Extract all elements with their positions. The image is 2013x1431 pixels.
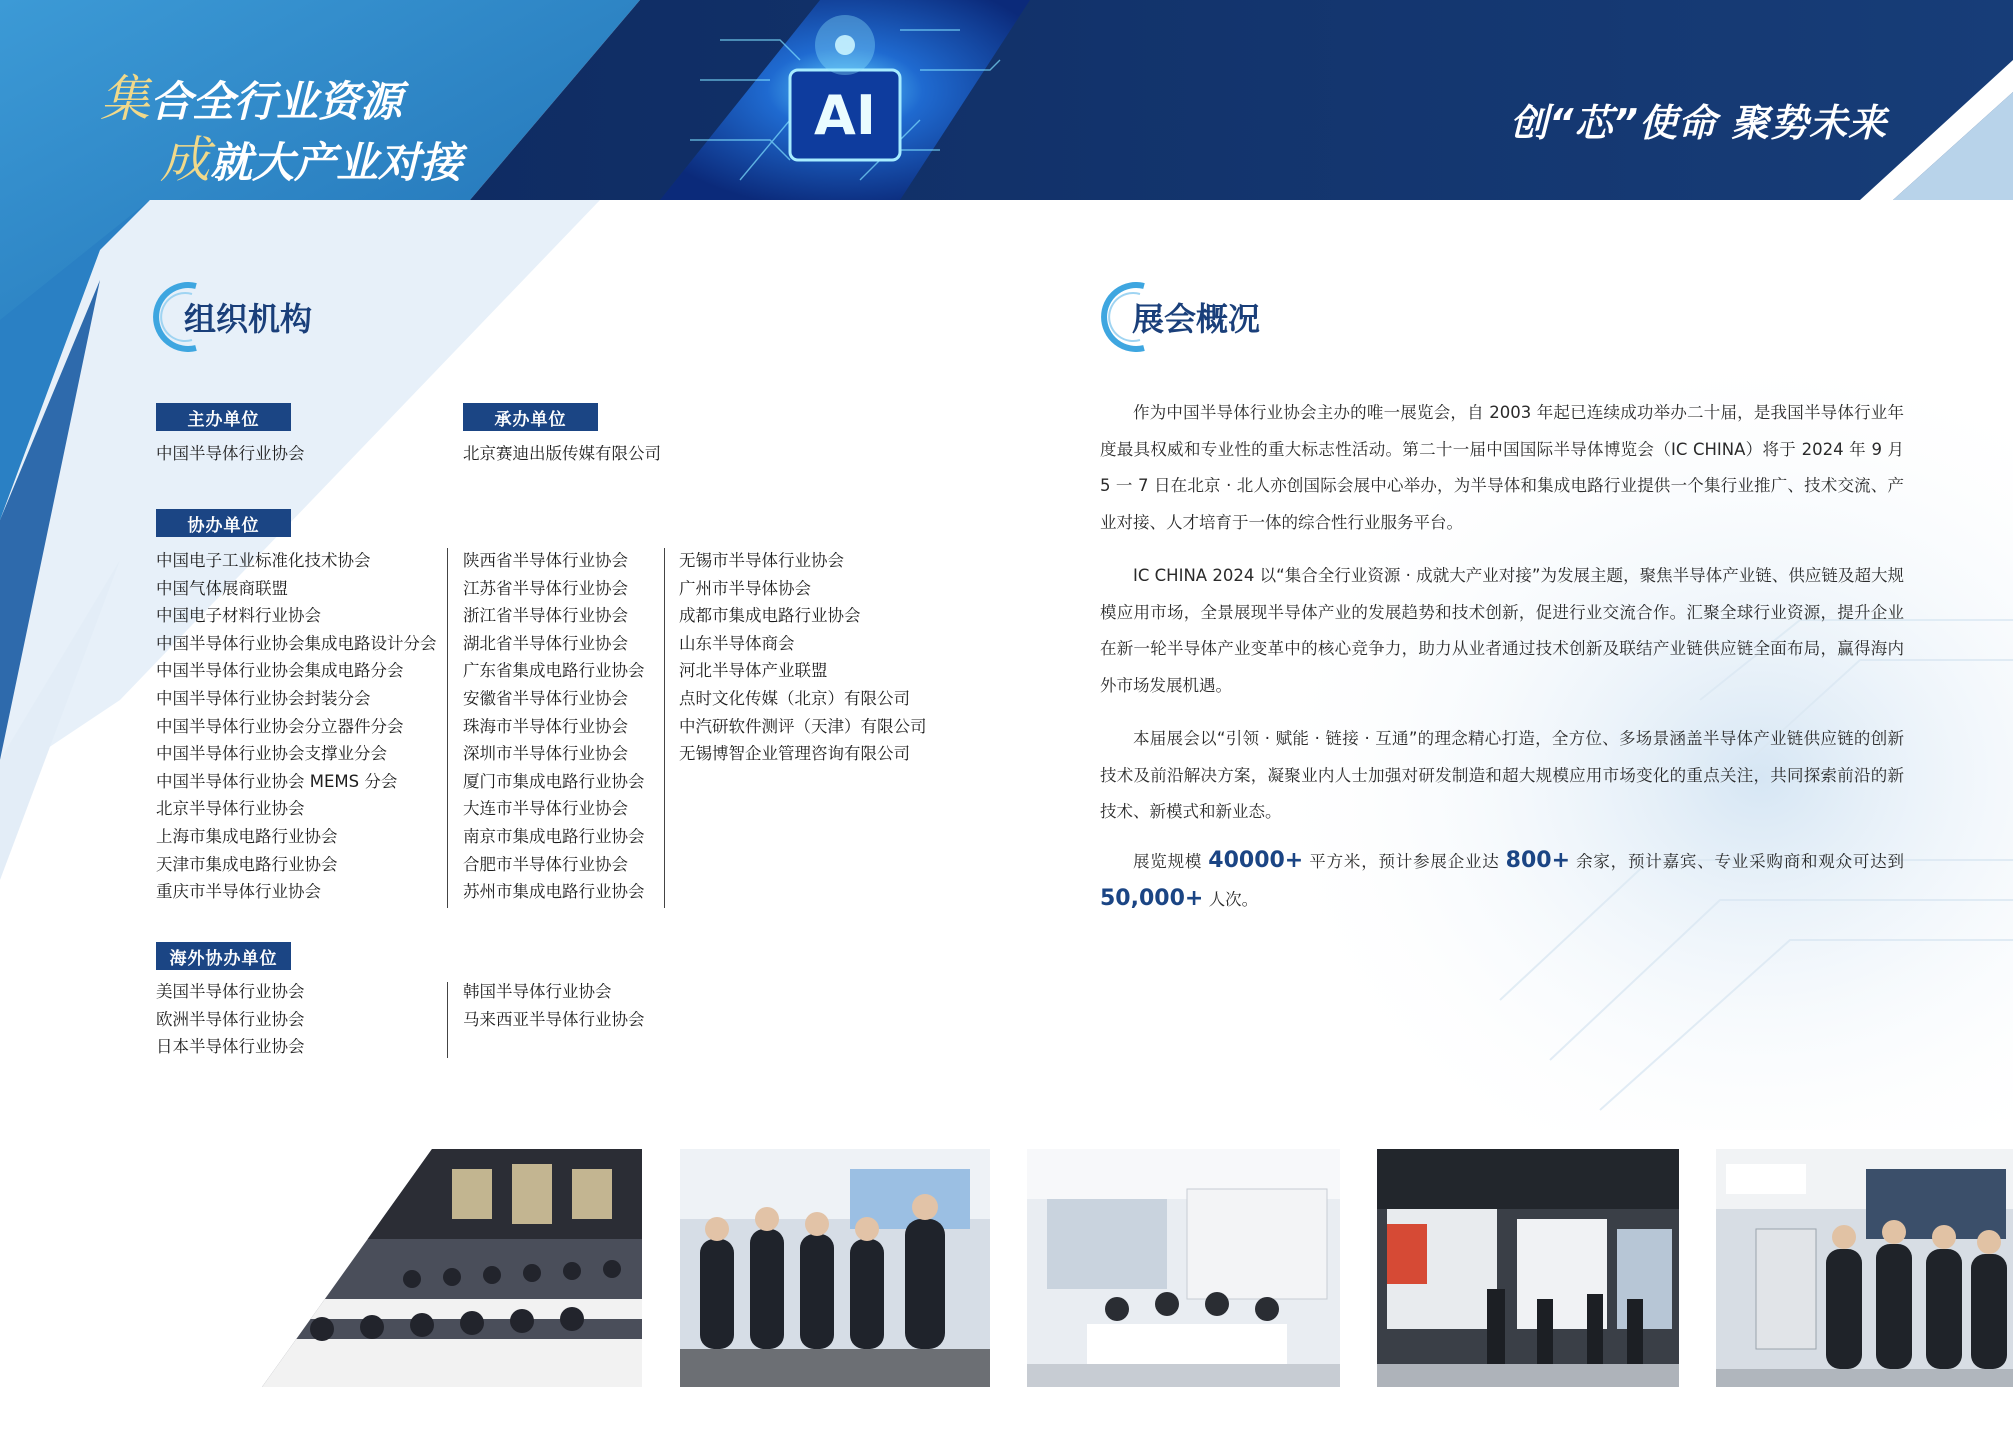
list-item: 中国半导体行业协会集成电路设计分会 xyxy=(156,633,437,653)
stat-area: 40000+ xyxy=(1208,848,1304,873)
stat-text: 人次。 xyxy=(1203,889,1259,909)
list-item: 南京市集成电路行业协会 xyxy=(463,826,645,846)
list-item: 苏州市集成电路行业协会 xyxy=(463,882,645,902)
list-item: 浙江省半导体行业协会 xyxy=(463,606,628,626)
list-item: 中国气体展商联盟 xyxy=(156,578,288,598)
list-item: 中国半导体行业协会支撑业分会 xyxy=(156,744,387,764)
org-section-title: 组织机构 xyxy=(184,300,313,338)
co-organizer-col-2 xyxy=(463,547,645,906)
list-item: 中汽研软件测评（天津）有限公司 xyxy=(679,716,927,736)
list-item: 中国半导体行业协会 MEMS 分会 xyxy=(156,771,398,791)
overview-paragraph-3: 本届展会以“引领 · 赋能 · 链接 · 互通”的理念精心打造，全方位、多场景涵盖半导体产业链供应链的创新技术及前沿解决方案，凝聚业内人士加强对研发制造和超大规模应用市场变化的重点关注，共同探索前沿的新技术、新模式和新业态。 xyxy=(1100,729,1904,822)
stat-exhibitors: 800+ xyxy=(1505,848,1571,873)
stat-text: 余家，预计嘉宾、专业采购商和观众可达到 xyxy=(1570,852,1905,871)
overview-paragraph-4 xyxy=(1100,843,1904,918)
host-label: 主办单位 xyxy=(156,403,291,431)
list-item: 点时文化传媒（北京）有限公司 xyxy=(679,688,910,708)
slogan-first-char: 成 xyxy=(160,131,210,189)
list-item: 无锡博智企业管理咨询有限公司 xyxy=(679,744,910,764)
list-item: 珠海市半导体行业协会 xyxy=(463,716,628,736)
overview-section-title: 展会概况 xyxy=(1132,300,1261,338)
list-item: 中国半导体行业协会分立器件分会 xyxy=(156,716,404,736)
list-item: 无锡市半导体行业协会 xyxy=(679,551,844,570)
list-item: 大连市半导体行业协会 xyxy=(463,799,628,819)
list-item: 成都市集成电路行业协会 xyxy=(679,606,861,626)
list-item: 马来西亚半导体行业协会 xyxy=(463,1009,645,1029)
list-item: 湖北省半导体行业协会 xyxy=(463,633,628,653)
overview-paragraph-2: IC CHINA 2024 以“集合全行业资源 · 成就大产业对接”为发展主题，聚焦半导体产业链、供应链及超大规模应用市场，全景展现半导体产业的发展趋势和技术创新，促进行业交流合作。汇聚全球行业资源，提升企业在新一轮半导体产业变革中的核心竞争力，助力从业者通过技术创新及联结产业链供应链全面布局，赢得海内外市场发展机遇。 xyxy=(1100,566,1904,695)
co-organizer-label: 协办单位 xyxy=(156,509,291,537)
column-divider xyxy=(664,548,665,908)
list-item: 中国半导体行业协会封装分会 xyxy=(156,688,371,708)
stat-visitors: 50,000+ xyxy=(1100,885,1204,911)
list-item: 安徽省半导体行业协会 xyxy=(463,688,628,708)
list-item: 日本半导体行业协会 xyxy=(156,1037,305,1057)
overseas-col-1 xyxy=(156,978,305,1061)
photo-booth-crowd xyxy=(1716,1149,2013,1387)
slogan-line-1: 合全行业资源 xyxy=(150,77,403,126)
org-section-heading xyxy=(152,282,312,352)
list-item: 深圳市半导体行业协会 xyxy=(463,744,628,764)
slogan-line-2: 就大产业对接 xyxy=(210,138,463,187)
overseas-col-2 xyxy=(463,978,645,1033)
stat-text: 展览规模 xyxy=(1133,852,1209,871)
list-item: 陕西省半导体行业协会 xyxy=(463,551,628,570)
co-organizer-col-3 xyxy=(679,547,927,768)
overview-paragraph-1: 作为中国半导体行业协会主办的唯一展览会，自 2003 年起已连续成功举办二十届，是我国半导体行业年度最具权威和专业性的重大标志性活动。第二十一届中国国际半导体博览会（IC CHINA）将于 2024 年 9 月 5 一 7 日在北京 · 北人亦创国际会展中心举办，为半导体和集成电路行业提供一个集行业推广、技术交流、产业对接、人才培育于一体的综合性行业服务平台。 xyxy=(1100,403,1904,532)
organizer-list xyxy=(463,440,661,468)
list-item: 山东半导体商会 xyxy=(679,633,795,653)
list-item: 江苏省半导体行业协会 xyxy=(463,578,628,598)
list-item: 北京半导体行业协会 xyxy=(156,799,305,819)
stat-text: 平方米，预计参展企业达 xyxy=(1303,852,1506,871)
overview-section-heading xyxy=(1100,282,1260,352)
list-item: 重庆市半导体行业协会 xyxy=(156,882,321,902)
list-item: 中国半导体行业协会 xyxy=(156,444,305,463)
list-item: 北京赛迪出版传媒有限公司 xyxy=(463,444,661,463)
list-item: 中国电子材料行业协会 xyxy=(156,606,321,626)
organizer-label: 承办单位 xyxy=(463,403,598,431)
list-item: 合肥市半导体行业协会 xyxy=(463,854,628,874)
list-item: 上海市集成电路行业协会 xyxy=(156,826,338,846)
banner-slogan-right: 创“芯”使命 聚势未来 xyxy=(1510,101,1888,145)
list-item: 中国电子工业标准化技术协会 xyxy=(156,551,371,570)
photo-visitors-booth xyxy=(680,1149,990,1387)
photo-meeting-area xyxy=(1027,1149,1340,1387)
list-item: 广东省集成电路行业协会 xyxy=(463,661,645,681)
column-divider xyxy=(447,982,448,1058)
host-list xyxy=(156,440,305,468)
list-item: 河北半导体产业联盟 xyxy=(679,661,828,681)
list-item: 欧洲半导体行业协会 xyxy=(156,1009,305,1029)
overseas-label: 海外协办单位 xyxy=(156,942,291,970)
co-organizer-col-1 xyxy=(156,547,437,906)
column-divider xyxy=(447,548,448,908)
list-item: 厦门市集成电路行业协会 xyxy=(463,771,645,791)
photo-exhibition-aisle xyxy=(1377,1149,1679,1387)
list-item: 天津市集成电路行业协会 xyxy=(156,854,338,874)
ai-chip-icon: AI xyxy=(814,83,876,147)
slogan-first-char: 集 xyxy=(100,70,150,128)
list-item: 韩国半导体行业协会 xyxy=(463,982,612,1001)
list-item: 中国半导体行业协会集成电路分会 xyxy=(156,661,404,681)
list-item: 美国半导体行业协会 xyxy=(156,982,305,1001)
banner-slogan-left xyxy=(100,70,462,192)
list-item: 广州市半导体协会 xyxy=(679,578,811,598)
